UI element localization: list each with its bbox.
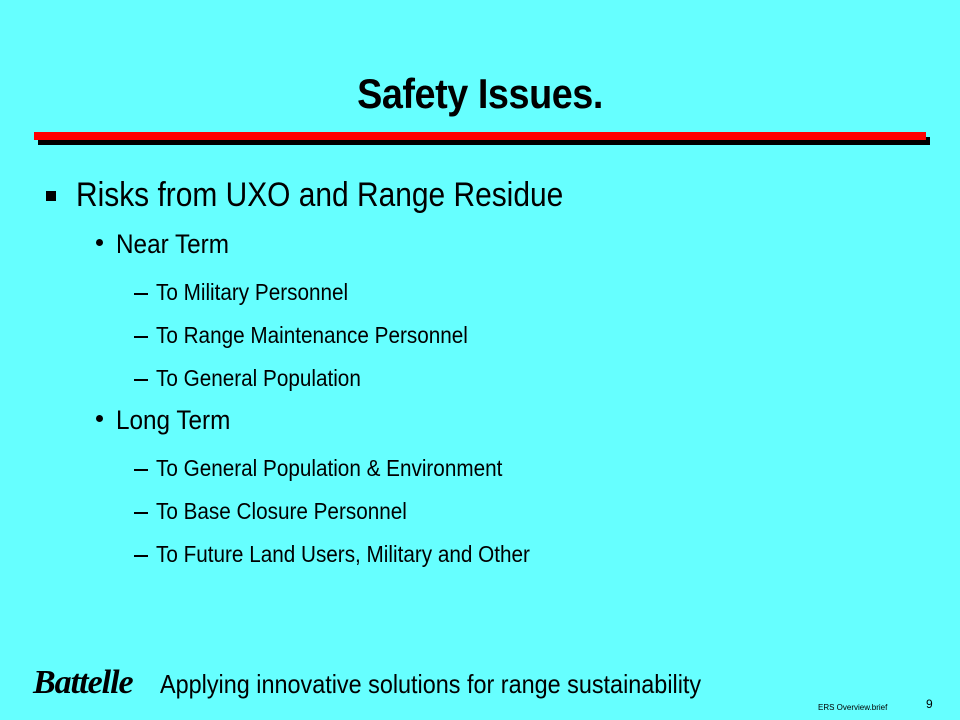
- slide-title: Safety Issues.: [357, 70, 603, 117]
- dash-bullet-icon: [134, 293, 148, 295]
- round-bullet-icon: [96, 415, 103, 422]
- file-label: ERS Overview.brief: [818, 703, 888, 712]
- main-bullet-text: Risks from UXO and Range Residue: [76, 176, 564, 214]
- footer-tagline: Applying innovative solutions for range sustainability: [160, 669, 702, 699]
- sub-bullet-near-term: Near Term: [116, 229, 229, 259]
- dash-bullet-icon: [134, 336, 148, 338]
- dash-bullet-icon: [134, 379, 148, 381]
- dash-bullet-icon: [134, 555, 148, 557]
- list-item: To Military Personnel: [156, 279, 349, 305]
- dash-bullet-icon: [134, 512, 148, 514]
- list-item: To Future Land Users, Military and Other: [156, 541, 530, 567]
- round-bullet-icon: [96, 239, 103, 246]
- list-item: To Range Maintenance Personnel: [156, 322, 468, 348]
- square-bullet-icon: [46, 191, 56, 201]
- list-item: To General Population: [156, 365, 361, 391]
- list-item: To General Population & Environment: [156, 455, 503, 481]
- dash-bullet-icon: [134, 469, 148, 471]
- list-item: To Base Closure Personnel: [156, 498, 407, 524]
- sub-bullet-long-term: Long Term: [116, 405, 231, 435]
- page-number: 9: [926, 697, 933, 711]
- battelle-logo: Battelle: [33, 664, 133, 701]
